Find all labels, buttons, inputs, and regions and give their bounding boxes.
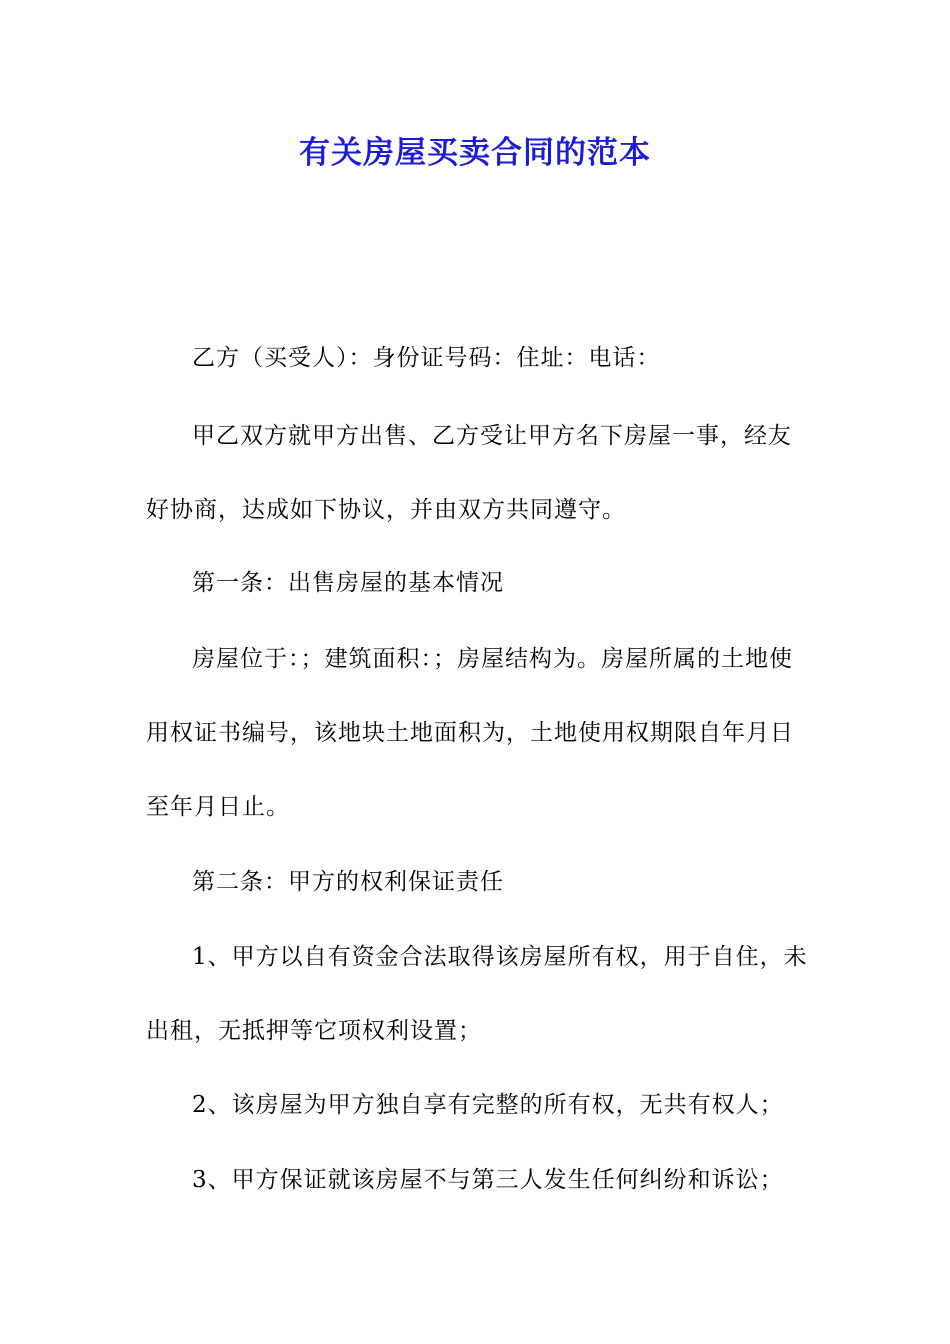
paragraph-clause-3: 3、甲方保证就该房屋不与第三人发生任何纠纷和诉讼； (192, 1167, 784, 1193)
paragraph-buyer-info: 乙方（买受人）：身份证号码：住址：电话： (192, 345, 661, 371)
document-title: 有关房屋买卖合同的范本 (299, 135, 651, 171)
paragraph-house-info: 房屋位于：；建筑面积：；房屋结构为。房屋所属的土地使用权证书编号，该地块土地面积为，土地使用权期限自年月日至年月日止。 (146, 646, 794, 820)
paragraph-agreement-intro: 甲乙双方就甲方出售、乙方受让甲方名下房屋一事，经友好协商，达成如下协议，并由双方共同遵守。 (146, 423, 792, 523)
paragraph-clause-2: 2、该房屋为甲方独自享有完整的所有权，无共有权人； (192, 1092, 784, 1118)
paragraph-article-2-heading: 第二条：甲方的权利保证责任 (192, 869, 504, 895)
paragraph-article-1-heading: 第一条：出售房屋的基本情况 (192, 570, 504, 596)
paragraph-clause-1: 1、甲方以自有资金合法取得该房屋所有权，用于自住，未出租，无抵押等它项权利设置； (146, 944, 808, 1044)
